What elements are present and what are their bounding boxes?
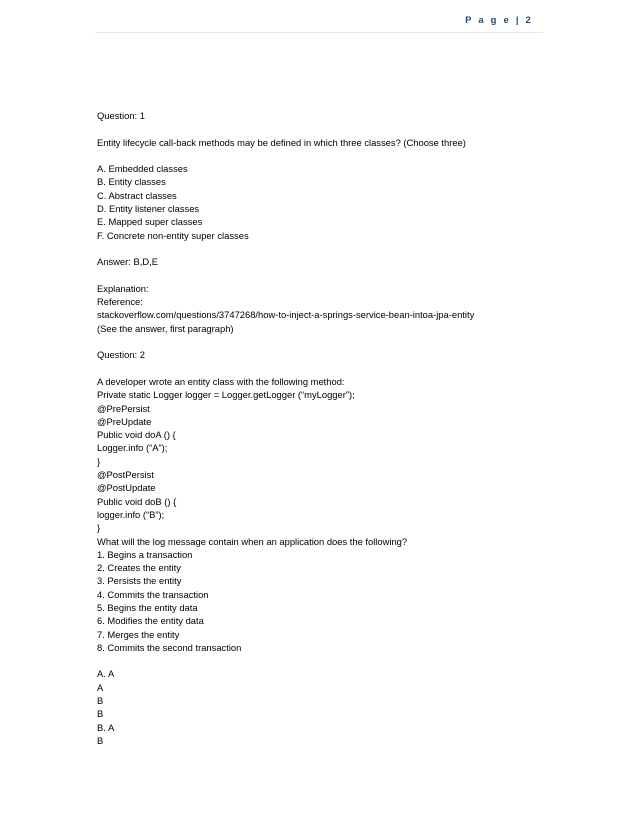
body-line: A developer wrote an entity class with the following method: [97,375,345,387]
body-line: 8. Commits the second transaction [97,641,242,653]
explanation-line: (See the answer, first paragraph) [97,322,234,334]
option-line: B. A [97,721,115,733]
question-1-title: Question: 1 [97,110,145,121]
explanation-line: Reference: [97,296,143,308]
option-line: E. Mapped super classes [97,216,203,228]
body-line: 1. Begins a transaction [97,548,193,560]
option-line: B [97,708,104,720]
question-1-options [97,162,567,242]
option-line: A [97,681,104,693]
question-2-title: Question: 2 [97,349,145,361]
body-line: 4. Commits the transaction [97,588,209,600]
option-line: B. Entity classes [97,176,166,188]
body-line: @PreUpdate [97,415,152,427]
question-1-answer: Answer: B,D,E [97,256,158,268]
body-line: 5. Begins the entity data [97,601,198,613]
body-line: 7. Merges the entity [97,628,180,640]
body-line: Logger.info (“A”); [97,442,168,454]
explanation-line: Explanation: [97,282,149,294]
body-line: 2. Creates the entity [97,562,181,574]
body-line: Private static Logger logger = Logger.getLogger (“myLogger”); [97,389,355,401]
body-line: 6. Modifies the entity data [97,615,204,627]
body-line: Public void doB () { [97,495,177,507]
option-line: A. A [97,668,115,680]
option-line: C. Abstract classes [97,189,177,201]
body-line: 3. Persists the entity [97,575,182,587]
body-line: } [97,522,101,534]
option-line: F. Concrete non-entity super classes [97,229,249,241]
option-line: B [97,695,104,707]
option-line: A. Embedded classes [97,163,188,175]
body-line: Public void doA () { [97,429,176,441]
question-2-body [97,375,567,654]
reference-url: stackoverflow.com/questions/3747268/how-to-inject-a-springs-service-bean-intoa-jpa-entity [97,309,475,321]
question-2-options [97,667,567,747]
body-line: @PrePersist [97,402,150,414]
question-1-prompt: Entity lifecycle call-back methods may be defined in which three classes? (Choose three) [97,136,466,148]
body-line: logger.info (“B”); [97,508,165,520]
page-header [95,10,543,33]
body-line: } [97,455,101,467]
body-line: @PostUpdate [97,482,156,494]
body-line: @PostPersist [97,469,154,481]
page-number: P a g e | 2 [465,15,533,26]
option-line: B [97,734,104,746]
document-body [97,109,567,747]
question-1-explanation [97,282,567,335]
option-line: D. Entity listener classes [97,203,200,215]
body-line: What will the log message contain when an application does the following? [97,535,408,547]
